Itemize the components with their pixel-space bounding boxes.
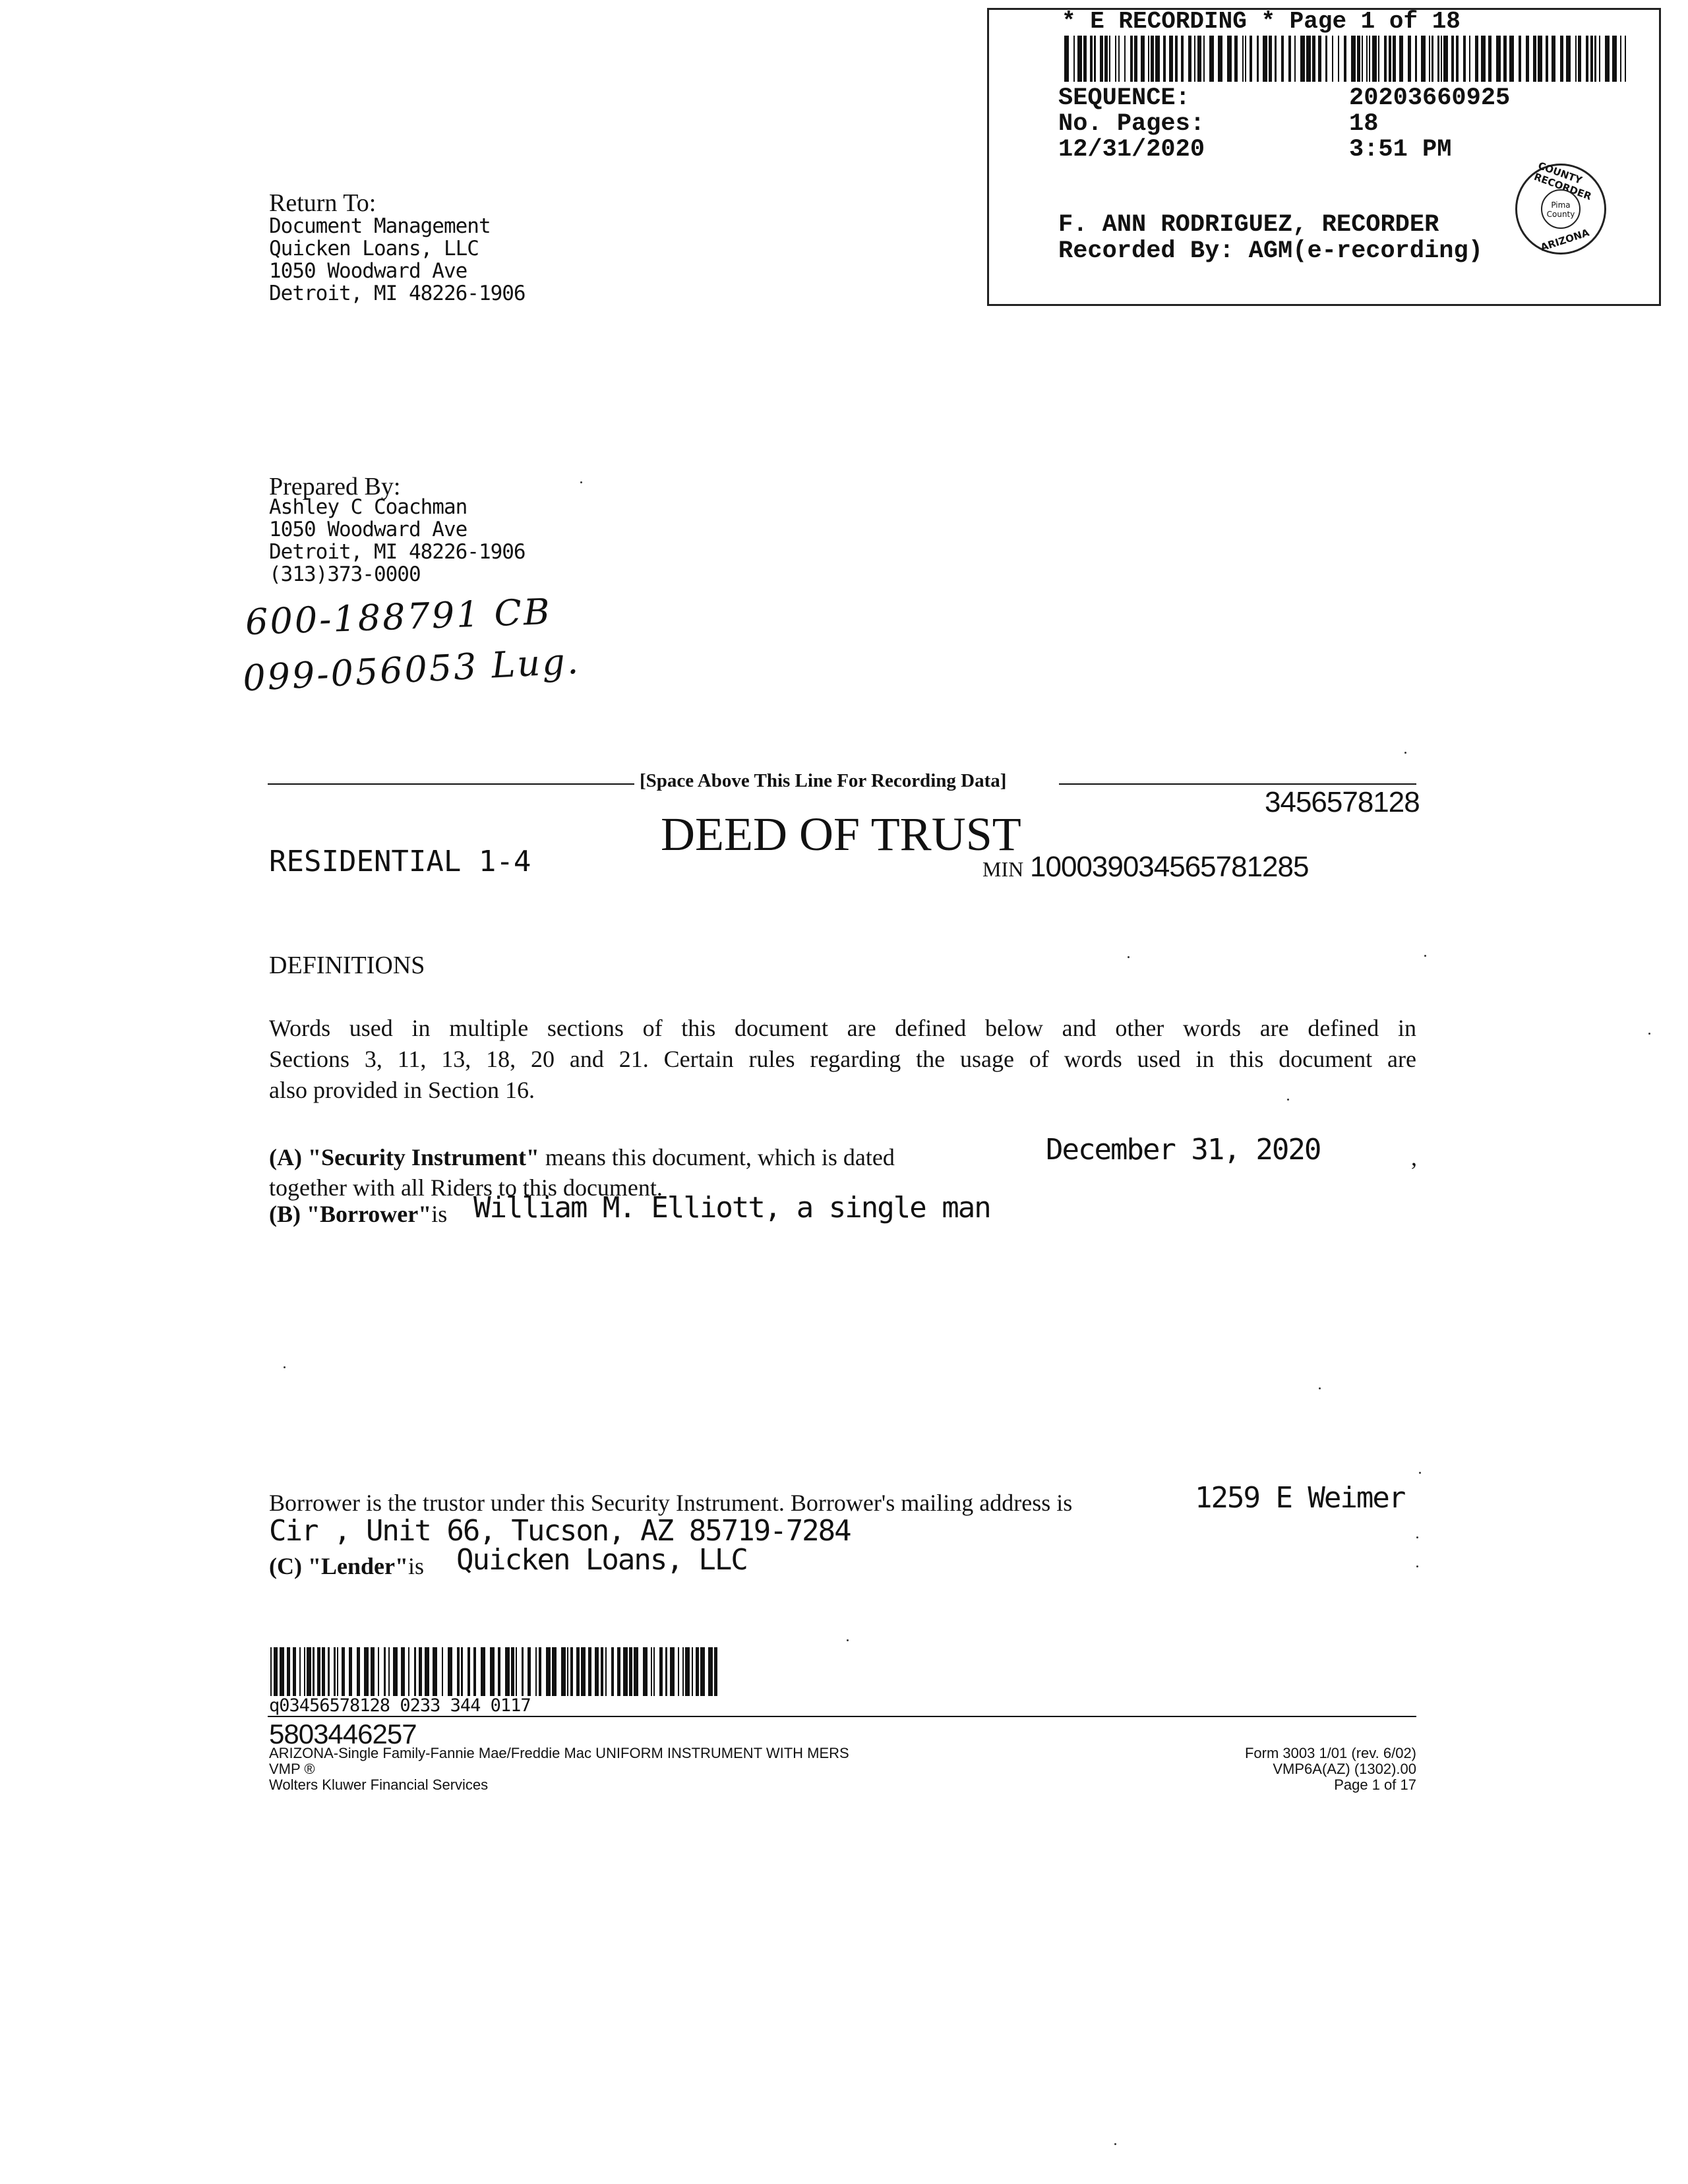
scan-speck <box>1648 1033 1650 1035</box>
scan-speck <box>1287 1099 1289 1101</box>
recording-time: 3:51 PM <box>1349 136 1452 164</box>
barcode-bar <box>1227 36 1232 82</box>
barcode-bar <box>1238 36 1242 82</box>
barcode-bar <box>1209 36 1214 82</box>
barcode-bar <box>274 1647 278 1696</box>
barcode-bar <box>437 1647 442 1696</box>
barcode-bar <box>448 1647 452 1696</box>
handwritten-note: 600-188791 CB <box>245 590 553 644</box>
barcode-bar <box>1141 36 1145 82</box>
barcode-bar <box>500 1647 505 1696</box>
scan-speck <box>1416 1536 1418 1538</box>
loan-number: 3456578128 <box>1265 786 1420 818</box>
barcode-bar <box>1306 36 1311 82</box>
barcode-bar <box>371 1647 375 1696</box>
barcode-bar <box>1339 36 1344 82</box>
barcode-bar <box>476 1647 481 1696</box>
barcode-bar <box>1222 36 1227 82</box>
scan-speck <box>1128 956 1130 958</box>
min-value: 100039034565781285 <box>1030 851 1309 883</box>
barcode-bar <box>581 1647 586 1696</box>
barcode-bar <box>1120 36 1124 82</box>
mailing-address-part1: 1259 E Weimer <box>1195 1481 1405 1515</box>
barcode-bar <box>1077 36 1082 82</box>
barcode-bar <box>1346 36 1351 82</box>
recorded-by: Recorded By: AGM(e-recording) <box>1058 237 1483 265</box>
barcode-bar <box>1205 36 1209 82</box>
barcode-bar <box>1566 36 1571 82</box>
barcode-bar <box>634 1647 638 1696</box>
barcode-bar <box>1284 36 1288 82</box>
barcode-bar <box>1605 36 1610 82</box>
recorder-name: F. ANN RODRIGUEZ, RECORDER <box>1058 211 1439 239</box>
barcode-bar <box>1214 36 1219 82</box>
barcode-bar <box>443 1647 448 1696</box>
document-barcode <box>270 1647 719 1696</box>
barcode-bar <box>1263 36 1267 82</box>
barcode-bar <box>1421 36 1426 82</box>
barcode-bar <box>1571 36 1575 82</box>
barcode-bar <box>425 1647 429 1696</box>
lender-name: Quicken Loans, LLC <box>456 1543 747 1577</box>
barcode-bar <box>307 1647 311 1696</box>
doc-number: 5803446257 <box>269 1718 417 1749</box>
recording-header: * E RECORDING * Page 1 of 18 <box>1062 8 1461 35</box>
barcode-bar <box>433 1647 437 1696</box>
definitions-intro-line: also provided in Section 16. <box>269 1077 535 1103</box>
barcode-bar <box>1372 36 1377 82</box>
return-to-line: 1050 Woodward Ave <box>269 259 467 283</box>
residential-label: RESIDENTIAL 1-4 <box>269 845 531 878</box>
pages-value: 18 <box>1349 110 1379 138</box>
prepared-by-line: (313)373-0000 <box>269 562 421 586</box>
recording-divider-left <box>268 783 634 785</box>
barcode-bar <box>517 1647 522 1696</box>
footer-rule <box>268 1716 1416 1717</box>
barcode-bar <box>607 1647 611 1696</box>
definition-c-label: (C) "Lender" <box>269 1553 408 1579</box>
definition-a-text: means this document, which is dated <box>539 1144 895 1170</box>
definition-b-label: (B) "Borrower" <box>269 1201 432 1227</box>
barcode-bar <box>505 1647 510 1696</box>
return-to-line: Quicken Loans, LLC <box>269 237 479 260</box>
scan-speck <box>284 1366 286 1368</box>
date-comma: , <box>1411 1144 1417 1170</box>
barcode-bar <box>1064 36 1069 82</box>
recording-barcode <box>1064 36 1631 82</box>
barcode-bar <box>1600 36 1605 82</box>
definition-c-is: is <box>407 1553 424 1579</box>
barcode-bar <box>638 1647 643 1696</box>
barcode-bar <box>1277 36 1281 82</box>
barcode-bar <box>1411 36 1416 82</box>
definition-b <box>269 1200 447 1228</box>
recording-date: 12/31/2020 <box>1058 136 1205 164</box>
county-recorder-seal: COUNTY RECORDER ARIZONA Pima County <box>1515 164 1606 255</box>
form-number: Form 3003 1/01 (rev. 6/02) <box>1244 1745 1416 1761</box>
barcode-bar <box>485 1647 490 1696</box>
barcode-bar <box>360 1647 365 1696</box>
barcode-bar <box>280 1647 284 1696</box>
barcode-bar <box>1496 36 1501 82</box>
barcode-bar <box>452 1647 457 1696</box>
barcode-bar <box>379 1647 384 1696</box>
borrower-name: William M. Elliott, a single man <box>473 1191 990 1225</box>
barcode-bar <box>655 1647 659 1696</box>
barcode-bar <box>352 1647 357 1696</box>
barcode-bar <box>1110 36 1115 82</box>
trustor-text: Borrower is the trustor under this Security Instrument. Borrower's mailing address is <box>269 1490 1073 1516</box>
security-instrument-date: December 31, 2020 <box>1046 1133 1321 1167</box>
barcode-bar <box>557 1647 561 1696</box>
barcode-bar <box>1399 36 1404 82</box>
barcode-bar <box>1417 36 1422 82</box>
barcode-bar <box>1351 36 1356 82</box>
scan-speck <box>580 481 582 483</box>
barcode-bar <box>541 1647 546 1696</box>
barcode-bar <box>1509 36 1514 82</box>
scan-speck <box>1424 955 1426 957</box>
return-to-heading: Return To: <box>269 189 377 217</box>
publisher: Wolters Kluwer Financial Services <box>269 1776 489 1793</box>
barcode-bar <box>1155 36 1160 82</box>
barcode-bar <box>1459 36 1463 82</box>
barcode-bar <box>1552 36 1556 82</box>
definition-c <box>269 1552 424 1580</box>
barcode-bar <box>1433 36 1438 82</box>
barcode-bar <box>1626 36 1631 82</box>
barcode-bar <box>1197 36 1202 82</box>
page-number: Page 1 of 17 <box>1334 1776 1416 1793</box>
scan-speck <box>1114 2143 1116 2145</box>
definitions-intro-line: Words used in multiple sections of this document are defined below and other words are defined in <box>269 1015 1416 1041</box>
barcode-bar <box>490 1647 495 1696</box>
return-to-line: Detroit, MI 48226-1906 <box>269 282 526 305</box>
prepared-by-line: 1050 Woodward Ave <box>269 518 467 541</box>
barcode-bar <box>552 1647 557 1696</box>
barcode-bar <box>330 1647 334 1696</box>
mailing-address-part2: Cir , Unit 66, Tucson, AZ 85719-7284 <box>269 1514 851 1548</box>
barcode-bar <box>1333 36 1338 82</box>
return-to-line: Document Management <box>269 214 491 238</box>
document-title: DEED OF TRUST <box>661 808 1021 861</box>
barcode-bar <box>1327 36 1332 82</box>
barcode-bar <box>1514 36 1519 82</box>
barcode-bar <box>481 1647 485 1696</box>
form-description: ARIZONA-Single Family-Fannie Mae/Freddie Mac UNIFORM INSTRUMENT WITH MERS <box>269 1745 849 1761</box>
definition-a-label: (A) "Security Instrument" <box>269 1144 539 1170</box>
barcode-bar <box>1492 36 1496 82</box>
definitions-heading: DEFINITIONS <box>269 952 425 979</box>
barcode-bar <box>1218 36 1222 82</box>
barcode-bar <box>708 1647 713 1696</box>
barcode-bar <box>546 1647 551 1696</box>
barcode-bar <box>1296 36 1300 82</box>
form-code: VMP6A(AZ) (1302).00 <box>1273 1761 1416 1777</box>
scan-speck <box>1319 1387 1321 1389</box>
barcode-bar <box>531 1647 535 1696</box>
barcode-bar <box>401 1647 406 1696</box>
handwritten-note: 099-056053 Lug. <box>241 640 582 700</box>
barcode-bar <box>1443 36 1448 82</box>
definition-b-is: is <box>431 1201 448 1227</box>
barcode-bar <box>1184 36 1188 82</box>
barcode-bar <box>463 1647 467 1696</box>
sequence-value: 20203660925 <box>1349 84 1511 112</box>
prepared-by-line: Detroit, MI 48226-1906 <box>269 540 526 564</box>
barcode-bar <box>1169 36 1174 82</box>
definitions-intro-line: Sections 3, 11, 13, 18, 20 and 21. Certain rules regarding the usage of words used in this document are <box>269 1046 1416 1072</box>
barcode-bar <box>1379 36 1384 82</box>
prepared-by-heading: Prepared By: <box>269 473 401 501</box>
barcode-bar <box>1470 36 1475 82</box>
barcode-bar <box>717 1647 719 1696</box>
barcode-bar <box>1481 36 1486 82</box>
barcode-bar <box>345 1647 349 1696</box>
barcode-bar <box>1321 36 1326 82</box>
barcode-bar <box>643 1647 648 1696</box>
pages-label: No. Pages: <box>1058 110 1205 138</box>
prepared-by-line: Ashley C Coachman <box>269 495 467 519</box>
recording-divider-right <box>1059 783 1416 785</box>
definition-a <box>269 1143 895 1171</box>
barcode-bar <box>1126 36 1130 82</box>
barcode-bar <box>1612 36 1617 82</box>
scan-speck <box>1416 1565 1418 1567</box>
sequence-label: SEQUENCE: <box>1058 84 1190 112</box>
barcode-bar <box>685 1647 690 1696</box>
barcode-bar <box>1403 36 1408 82</box>
barcode-bar <box>524 1647 528 1696</box>
min-label: MIN <box>982 857 1024 881</box>
barcode-bar <box>1555 36 1560 82</box>
barcode-bar <box>623 1647 628 1696</box>
barcode-bar <box>561 1647 566 1696</box>
barcode-bar <box>1300 36 1305 82</box>
barcode-bar <box>364 1647 369 1696</box>
barcode-bar <box>1581 36 1586 82</box>
barcode-bar <box>1259 36 1263 82</box>
vmp-mark: VMP ® <box>269 1761 315 1777</box>
space-above-label: [Space Above This Line For Recording Data] <box>640 770 1007 791</box>
barcode-text: q03456578128 0233 344 0117 <box>269 1695 531 1716</box>
definition-a-line2: together with all Riders to this document. <box>269 1174 663 1201</box>
scan-speck <box>847 1639 849 1641</box>
barcode-bar <box>393 1647 398 1696</box>
barcode-bar <box>409 1647 414 1696</box>
barcode-bar <box>1096 36 1100 82</box>
scan-speck <box>1404 752 1406 754</box>
barcode-bar <box>1252 36 1257 82</box>
barcode-bar <box>700 1647 705 1696</box>
barcode-bar <box>1529 36 1534 82</box>
barcode-bar <box>670 1647 675 1696</box>
barcode-bar <box>1538 36 1542 82</box>
scan-speck <box>1419 1472 1421 1474</box>
barcode-bar <box>1069 36 1073 82</box>
barcode-bar <box>595 1647 599 1696</box>
barcode-bar <box>1521 36 1526 82</box>
